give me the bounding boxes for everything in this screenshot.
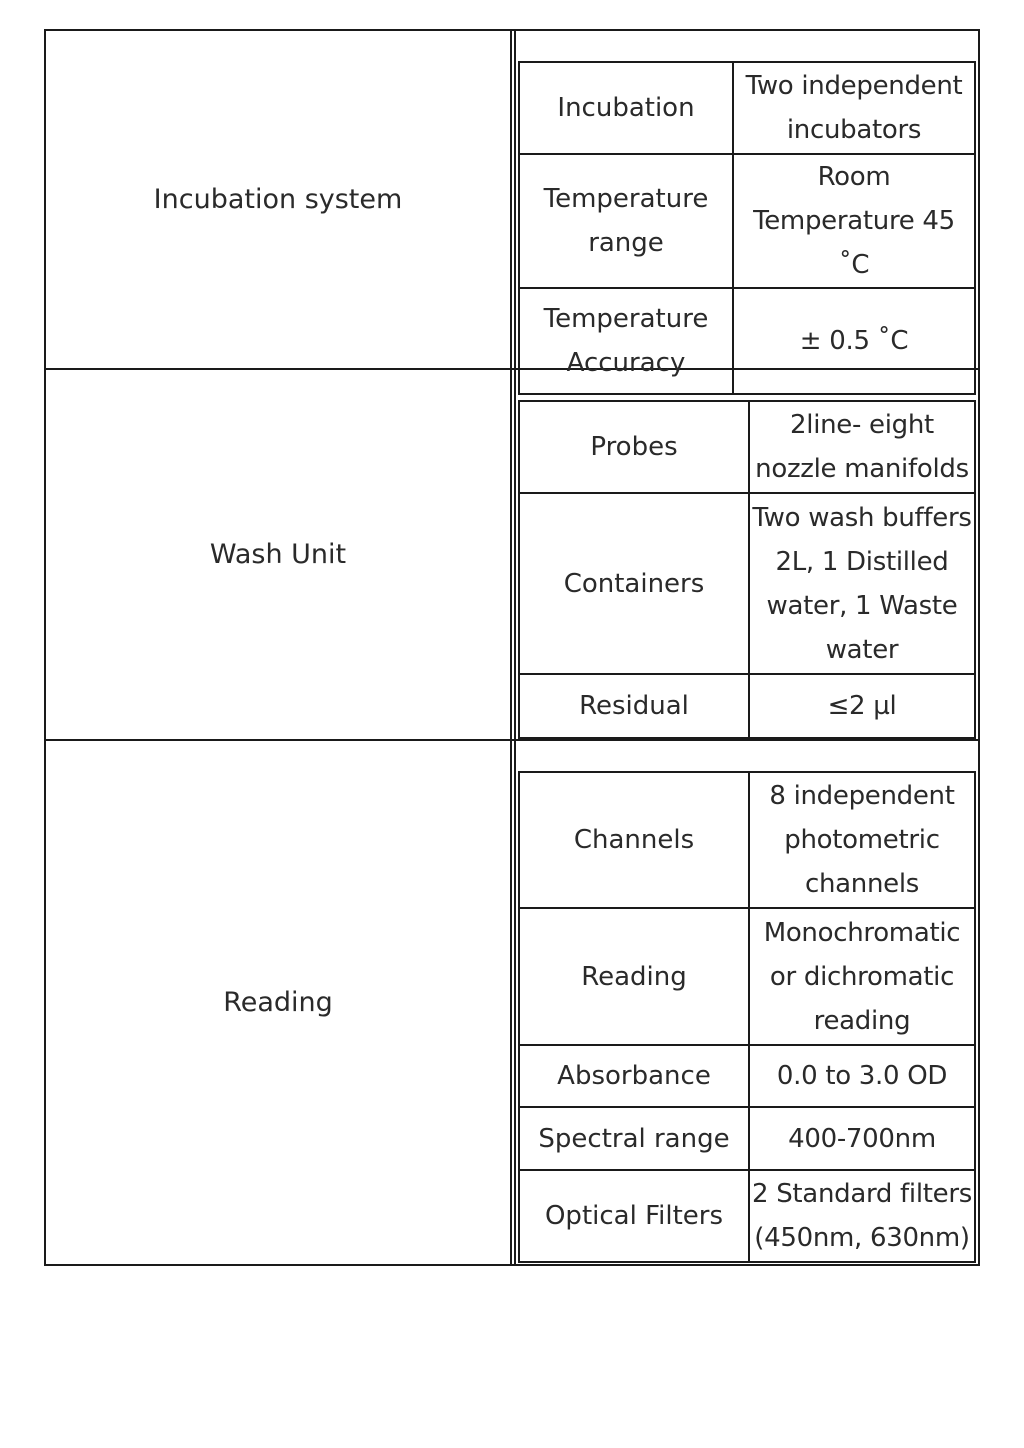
section-details <box>514 370 978 739</box>
row-value: 8 independent photometric channels <box>749 772 975 908</box>
row-label: Optical Filters <box>519 1170 749 1262</box>
row-value: Two wash buffers 2L, 1 Distilled water, 1 Waste water <box>749 493 975 674</box>
row-label: Channels <box>519 772 749 908</box>
row-label: Residual <box>519 674 749 738</box>
section-title: Reading <box>46 741 512 1264</box>
row-label: Spectral range <box>519 1107 749 1170</box>
row-value: Two independent incubators <box>733 62 975 154</box>
row-value: 2line- eight nozzle manifolds <box>749 401 975 493</box>
section-wash-unit <box>46 370 978 741</box>
section-details <box>514 741 978 1264</box>
row-label: Probes <box>519 401 749 493</box>
table-row <box>519 401 975 493</box>
row-label: Incubation <box>519 62 733 154</box>
details-table <box>518 61 976 395</box>
row-label: Containers <box>519 493 749 674</box>
details-table <box>518 400 976 739</box>
row-label: Temperature Accuracy <box>519 288 733 394</box>
row-value: Monochromatic or dichromatic reading <box>749 908 975 1045</box>
row-value: 400-700nm <box>749 1107 975 1170</box>
table-row <box>519 493 975 674</box>
spec-table <box>44 29 980 1266</box>
row-label: Temperature range <box>519 154 733 288</box>
row-value: ± 0.5 ˚C <box>733 288 975 394</box>
row-value: Room Temperature 45 ˚C <box>733 154 975 288</box>
table-row <box>519 772 975 908</box>
table-row <box>519 1045 975 1107</box>
section-title: Wash Unit <box>46 370 512 739</box>
table-row <box>519 1107 975 1170</box>
section-reading <box>46 741 978 1264</box>
table-row <box>519 154 975 288</box>
section-details <box>514 31 978 378</box>
table-row <box>519 674 975 738</box>
details-table <box>518 771 976 1263</box>
row-value: 0.0 to 3.0 OD <box>749 1045 975 1107</box>
row-label: Reading <box>519 908 749 1045</box>
section-incubation-system <box>46 31 978 378</box>
table-row <box>519 908 975 1045</box>
table-row <box>519 1170 975 1262</box>
table-row <box>519 62 975 154</box>
row-value: 2 Standard filters (450nm, 630nm) <box>749 1170 975 1262</box>
section-title: Incubation system <box>46 31 512 368</box>
row-label: Absorbance <box>519 1045 749 1107</box>
row-value: ≤2 µl <box>749 674 975 738</box>
